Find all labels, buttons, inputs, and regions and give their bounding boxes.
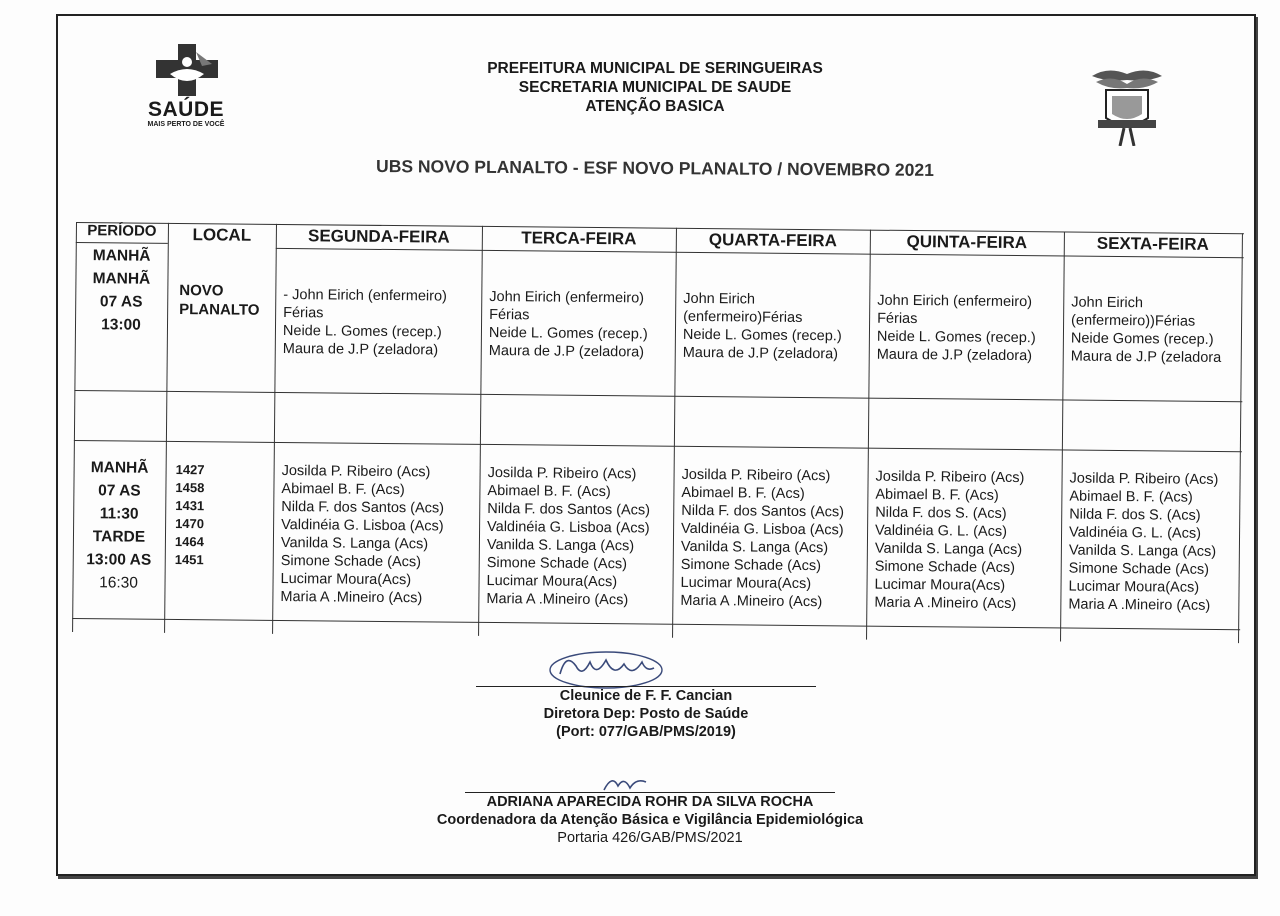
header-line2: SECRETARIA MUNICIPAL DE SAUDE: [518, 79, 792, 96]
row1-quinta: John Eirich (enfermeiro) Férias Neide L. Gomes (recep.) Maura de J.P (zeladora): [876, 292, 1036, 365]
col-header-periodo: PERÍODO: [87, 222, 157, 240]
signer2-ordinance: Portaria 426/GAB/PMS/2021: [557, 830, 743, 846]
col-header-sexta: SEXTA-FEIRA: [1096, 233, 1209, 254]
row2-period-line: 11:30: [99, 505, 139, 523]
row2-codes: 1427 1458 1431 1470 1464 1451: [174, 461, 205, 568]
row1-local: NOVO PLANALTO: [179, 281, 260, 319]
row2-period-line: 13:00 AS: [86, 551, 152, 569]
signature-block-2: [380, 774, 920, 847]
row-divider-2: [74, 440, 1242, 452]
row1-quarta: John Eirich (enfermeiro)Férias Neide L. Gomes (recep.) Maura de J.P (zeladora): [682, 290, 842, 363]
row2-quinta: Josilda P. Ribeiro (Acs) Abimael B. F. (Acs) Nilda F. dos S. (Acs) Valdinéia G. L. (Acs) Vanilda S. Langa (Acs) Simone Schade (Acs) Lucimar Moura(Acs) Maria A .Mineiro (Acs): [874, 468, 1025, 613]
col-header-terca: TERCA-FEIRA: [521, 228, 637, 249]
row1-period: MANHÃ MANHÃ 07 AS 13:00: [92, 247, 151, 334]
col-line-4: [672, 228, 677, 638]
row2-sexta: Josilda P. Ribeiro (Acs) Abimael B. F. (Acs) Nilda F. dos S. (Acs) Valdinéia G. L. (Acs) Vanilda S. Langa (Acs) Simone Schade (Acs) Lucimar Moura(Acs) Maria A .Mineiro (Acs): [1068, 470, 1219, 614]
header-line3: ATENÇÃO BASICA: [585, 98, 725, 115]
schedule-subtitle: UBS NOVO PLANALTO - ESF NOVO PLANALTO / NOVEMBRO 2021: [376, 156, 934, 180]
signer1-name: Cleunice de F. F. Cancian: [559, 688, 733, 704]
row2-terca: Josilda P. Ribeiro (Acs) Abimael B. F. (Acs) Nilda F. dos Santos (Acs) Valdinéia G. Lisboa (Acs) Vanilda S. Langa (Acs) Simone Schade (Acs) Lucimar Moura(Acs) Maria A .Mineiro (Acs): [486, 464, 651, 609]
signer1-role: Diretora Dep: Posto de Saúde: [543, 706, 749, 722]
col-header-local: LOCAL: [192, 225, 252, 245]
logo-tagline: MAIS PERTO DE VOCÊ: [147, 121, 225, 128]
logo-brand: SAÚDE: [147, 98, 224, 121]
col-line-2: [272, 224, 277, 634]
signature-block-1: [476, 650, 816, 741]
row2-period-line: MANHÃ: [90, 459, 149, 477]
signer2-role: Coordenadora da Atenção Básica e Vigilância Epidemiológica: [436, 812, 864, 828]
row2-period-line: TARDE: [92, 528, 146, 546]
row2-quarta: Josilda P. Ribeiro (Acs) Abimael B. F. (Acs) Nilda F. dos Santos (Acs) Valdinéia G. Lisboa (Acs) Vanilda S. Langa (Acs) Simone Schade (Acs) Lucimar Moura(Acs) Maria A .Mineiro (Acs): [680, 466, 845, 611]
row1-terca: John Eirich (enfermeiro) Férias Neide L. Gomes (recep.) Maura de J.P (zeladora): [488, 288, 648, 361]
col-header-quarta: QUARTA-FEIRA: [708, 230, 838, 251]
row2-period: [72, 456, 165, 595]
row2-period-line: 07 AS: [98, 482, 141, 500]
row2-segunda: Josilda P. Ribeiro (Acs) Abimael B. F. (Acs) Nilda F. dos Santos (Acs) Valdinéia G. Lisboa (Acs) Vanilda S. Langa (Acs) Simone Schade (Acs) Lucimar Moura(Acs) Maria A .Mineiro (Acs): [280, 462, 445, 607]
header-line1: PREFEITURA MUNICIPAL DE SERINGUEIRAS: [487, 60, 823, 77]
col-header-segunda: SEGUNDA-FEIRA: [307, 226, 450, 247]
row1-sexta: John Eirich (enfermeiro))Férias Neide Gomes (recep.) Maura de J.P (zeladora: [1070, 294, 1222, 366]
schedule-table: [72, 222, 1244, 643]
col-line-3: [478, 226, 483, 636]
signer2-name: ADRIANA APARECIDA ROHR DA SILVA ROCHA: [486, 794, 814, 810]
col-line-5: [866, 230, 871, 640]
table-border-bottom: [72, 618, 1240, 630]
col-line-6: [1060, 231, 1065, 641]
row-divider-1: [74, 390, 1242, 402]
row1-segunda: - John Eirich (enfermeiro) Férias Neide L. Gomes (recep.) Maura de J.P (zeladora): [282, 286, 447, 359]
row2-period-line: 16:30: [99, 574, 139, 592]
col-header-quinta: QUINTA-FEIRA: [906, 231, 1028, 253]
signer1-ordinance: (Port: 077/GAB/PMS/2019): [556, 724, 736, 740]
